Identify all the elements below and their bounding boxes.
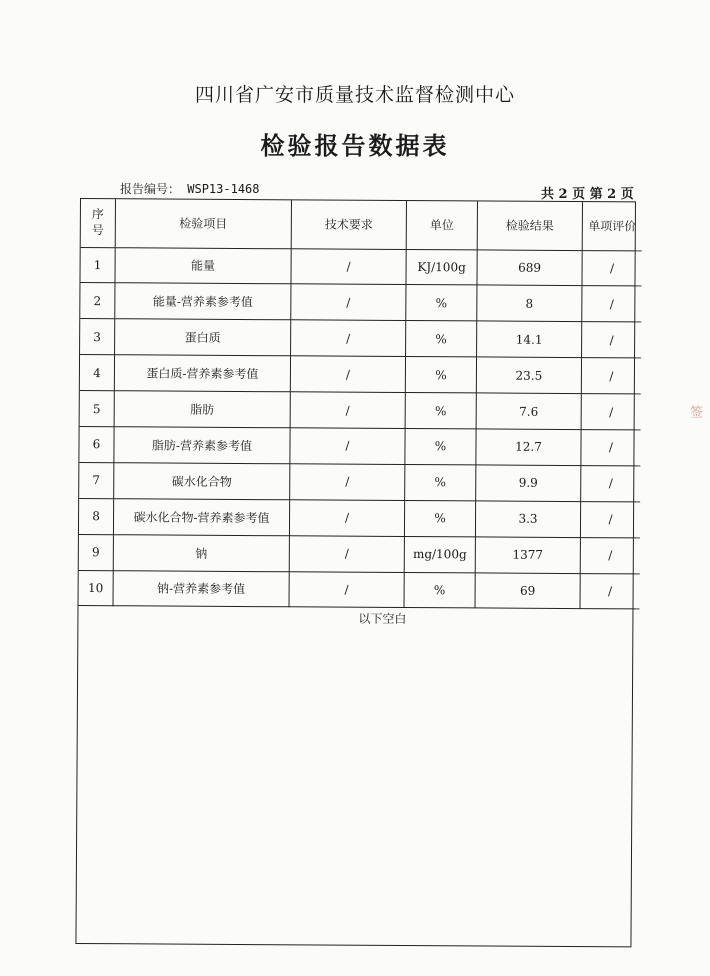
cell-evaluation: / — [580, 573, 640, 609]
cell-no: 5 — [80, 391, 115, 427]
cell-item: 蛋白质-营养素参考值 — [114, 355, 290, 392]
page-indicator: 共 2 页 第 2 页 — [541, 187, 634, 202]
cell-requirement: / — [291, 248, 406, 285]
table-header-row — [81, 199, 642, 250]
cell-evaluation: / — [582, 286, 642, 322]
cell-evaluation: / — [581, 430, 641, 466]
cell-requirement: / — [290, 428, 405, 465]
cell-evaluation: / — [581, 358, 641, 394]
col-header-unit: 单位 — [406, 201, 477, 249]
report-number-label: 报告编号： — [120, 182, 181, 196]
cell-item: 钠-营养素参考值 — [113, 570, 289, 607]
cell-no: 8 — [79, 498, 114, 534]
cell-result: 23.5 — [476, 357, 581, 394]
cell-requirement: / — [290, 464, 405, 501]
seal-stamp-fragment: 签 — [687, 405, 702, 418]
cell-requirement: / — [289, 535, 404, 572]
table-row — [80, 283, 641, 322]
cell-unit: % — [404, 500, 475, 536]
table-row — [79, 498, 640, 537]
cell-evaluation: / — [580, 501, 640, 537]
cell-no: 9 — [79, 534, 114, 570]
cell-item: 钠 — [113, 534, 289, 571]
cell-unit: % — [405, 357, 476, 393]
col-header-no: 序号 — [81, 199, 116, 247]
report-number-line — [120, 180, 260, 197]
cell-result: 1377 — [475, 537, 580, 574]
cell-no: 6 — [79, 426, 114, 462]
cell-requirement: / — [290, 392, 405, 429]
table-row — [80, 391, 641, 430]
cell-item: 碳水化合物-营养素参考值 — [113, 498, 289, 535]
cell-unit: KJ/100g — [406, 249, 477, 285]
cell-evaluation: / — [582, 322, 642, 358]
data-table — [79, 199, 642, 610]
cell-item: 碳水化合物 — [114, 463, 290, 500]
cell-unit: % — [405, 464, 476, 500]
table-row — [79, 570, 640, 609]
cell-result: 9.9 — [476, 465, 581, 502]
cell-no: 2 — [80, 283, 115, 319]
cell-result: 3.3 — [475, 501, 580, 538]
cell-item: 蛋白质 — [115, 319, 291, 356]
table-row — [79, 462, 640, 501]
cell-no: 10 — [79, 570, 114, 606]
cell-item: 脂肪 — [114, 391, 290, 428]
cell-result: 69 — [475, 572, 580, 609]
table-row — [80, 319, 641, 358]
data-table-frame — [75, 198, 636, 947]
table-row — [79, 426, 640, 465]
cell-result: 14.1 — [477, 321, 582, 358]
table-row — [79, 534, 640, 573]
col-header-evaluation: 单项评价 — [582, 202, 642, 250]
cell-result: 7.6 — [476, 393, 581, 430]
cell-no: 7 — [79, 462, 114, 498]
cell-evaluation: / — [580, 537, 640, 573]
cell-evaluation: / — [582, 250, 642, 286]
cell-requirement: / — [291, 320, 406, 357]
cell-result: 8 — [477, 285, 582, 322]
table-row — [80, 247, 641, 286]
cell-unit: % — [404, 572, 475, 608]
report-number-value: WSP13-1468 — [187, 182, 260, 196]
cell-result: 689 — [477, 249, 582, 286]
cell-no: 3 — [80, 319, 115, 355]
end-of-content-note: 以下空白 — [358, 612, 407, 627]
cell-requirement: / — [290, 356, 405, 393]
cell-item: 能量-营养素参考值 — [115, 283, 291, 320]
cell-no: 1 — [80, 247, 115, 283]
col-header-item: 检验项目 — [115, 199, 291, 248]
organization-name: 四川省广安市质量技术监督检测中心 — [194, 84, 515, 106]
cell-evaluation: / — [581, 465, 641, 501]
cell-no: 4 — [80, 355, 115, 391]
cell-requirement: / — [291, 284, 406, 321]
cell-unit: % — [405, 428, 476, 464]
col-header-result: 检验结果 — [477, 201, 582, 250]
cell-requirement: / — [289, 571, 404, 608]
col-header-requirement: 技术要求 — [291, 200, 406, 249]
cell-unit: % — [405, 393, 476, 429]
cell-evaluation: / — [581, 394, 641, 430]
cell-unit: % — [406, 285, 477, 321]
cell-item: 脂肪-营养素参考值 — [114, 427, 290, 464]
cell-unit: % — [406, 321, 477, 357]
table-row — [80, 355, 641, 394]
page-title: 检验报告数据表 — [260, 131, 450, 160]
cell-result: 12.7 — [476, 429, 581, 466]
cell-unit: mg/100g — [404, 536, 475, 572]
cell-requirement: / — [289, 500, 404, 537]
cell-item: 能量 — [115, 247, 291, 284]
